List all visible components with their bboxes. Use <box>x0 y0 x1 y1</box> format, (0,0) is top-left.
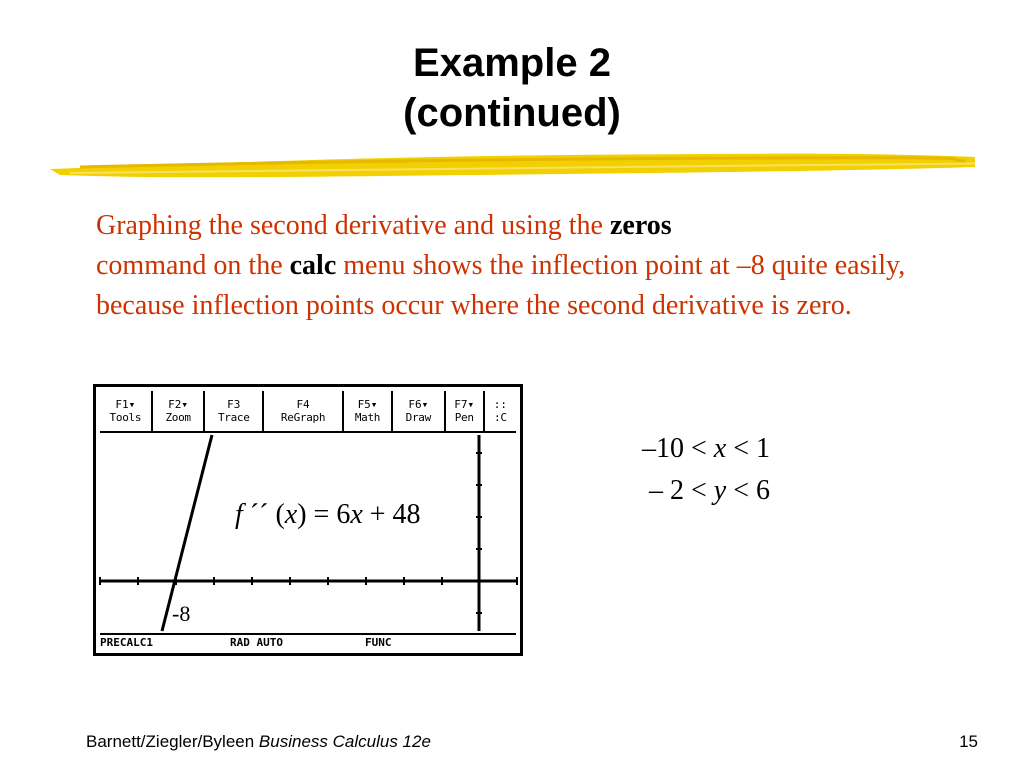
menu-key: F4 <box>296 398 310 411</box>
footer-citation <box>86 732 431 752</box>
x-symbol-2: x <box>350 499 363 530</box>
x-range-var: x <box>713 433 727 464</box>
explanation-paragraph <box>96 206 956 326</box>
title-line-1: Example 2 <box>413 41 611 85</box>
menu-label: Pen <box>454 411 474 424</box>
function-label <box>233 499 423 531</box>
y-range-right: < 6 <box>726 475 770 506</box>
menu-label: Draw <box>405 411 431 424</box>
status-graph-type: FUNC <box>365 636 392 649</box>
menu-key: F1▾ <box>115 398 136 411</box>
menu-f4-regraph <box>264 391 344 431</box>
body-part-3: menu shows the inflection point at –8 quite easily, because inflection points occur where the second derivative is zero. <box>96 250 906 321</box>
menu-key: F5▾ <box>357 398 378 411</box>
equals-part: ) = 6 <box>297 499 351 530</box>
menu-key: F3 <box>227 398 241 411</box>
menu-label: ReGraph <box>280 411 326 424</box>
calculator-status-bar <box>100 633 516 651</box>
window-settings <box>580 428 770 512</box>
menu-label: Math <box>354 411 381 424</box>
calculator-menu-bar <box>100 391 516 433</box>
menu-label: Zoom <box>165 411 191 424</box>
menu-key: F6▾ <box>408 398 429 411</box>
menu-key: F7▾ <box>454 398 475 411</box>
body-part-1: Graphing the second derivative and using the <box>96 210 610 241</box>
zeros-keyword: zeros <box>609 210 672 241</box>
menu-label: :C <box>494 411 507 424</box>
status-mode: RAD AUTO <box>230 636 283 649</box>
zero-label: -8 <box>172 601 191 626</box>
menu-f3-trace <box>205 391 264 431</box>
menu-f6-draw <box>393 391 446 431</box>
menu-f5-math <box>344 391 393 431</box>
menu-label: Trace <box>217 411 250 424</box>
menu-f7-pen <box>446 391 485 431</box>
highlighter-stroke <box>50 145 975 185</box>
y-range <box>580 470 770 512</box>
status-folder: PRECALC1 <box>100 636 153 649</box>
menu-key: :: <box>493 398 507 411</box>
f-symbol: f <box>235 499 243 530</box>
calculator-screen <box>93 384 523 656</box>
menu-f1-tools <box>100 391 153 431</box>
paren-open: ( <box>275 499 285 530</box>
body-part-2: command on the <box>96 250 290 281</box>
menu-key: F2▾ <box>168 398 189 411</box>
menu-label: Tools <box>109 411 142 424</box>
calc-keyword: calc <box>289 250 337 281</box>
y-range-left: – 2 < <box>648 475 714 506</box>
menu-f2-zoom <box>153 391 206 431</box>
y-range-var: y <box>713 475 727 506</box>
primes: ´´ <box>242 499 276 530</box>
menu-f8-clear <box>485 391 516 431</box>
x-range-left: –10 < <box>641 433 714 464</box>
constant-part: + 48 <box>362 499 421 530</box>
footer-book: Business Calculus 12e <box>258 732 431 751</box>
footer-authors: Barnett/Ziegler/Byleen <box>86 732 259 751</box>
page-number: 15 <box>959 732 978 751</box>
x-symbol: x <box>284 499 298 530</box>
title-line-2: (continued) <box>403 91 621 135</box>
graph-area <box>96 433 520 633</box>
x-range-right: < 1 <box>726 433 770 464</box>
x-range <box>580 428 770 470</box>
slide-title <box>0 38 1024 138</box>
